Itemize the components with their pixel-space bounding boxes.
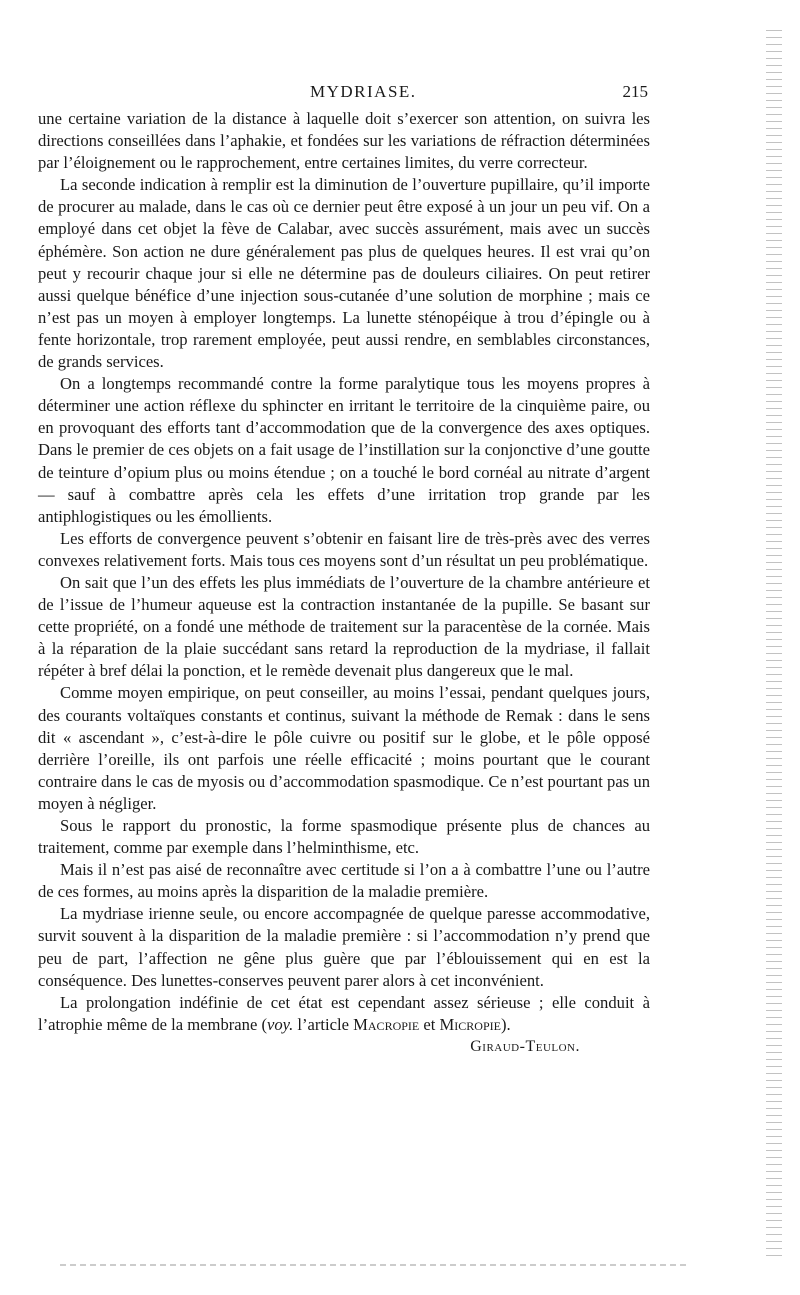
running-header (38, 82, 650, 108)
scan-edge-decoration (766, 30, 782, 1260)
paragraph: Les efforts de convergence peuvent s’obtenir en faisant lire de très-près avec des verres convexes relativement forts. Mais tous ces moyens sont d’un résultat un peu problématique. (38, 528, 650, 570)
paragraph-last (38, 992, 650, 1036)
paragraph: Sous le rapport du pronostic, la forme spasmodique présente plus de chances au traitement, comme par exemple dans l’helminthisme, etc. (38, 816, 650, 858)
paragraph: La mydriase irienne seule, ou encore accompagnée de quelque paresse accommodative, survit souvent à la disparition de la maladie première : si l’accommodation n’y prend que peu de part, l’affection ne gêne plus guère que par l’éblouissement qui en est la conséquence. Des lunettes-conserves peuvent parer alors à cet inconvénient. (38, 904, 650, 990)
paragraph: On sait que l’un des effets les plus immédiats de l’ouverture de la chambre antérieure et de l’issue de l’humeur aqueuse est la contraction instantanée de la pupille. Se basant sur cette propriété, on a fondé une méthode de traitement sur la paracentèse de la cornée. Mais à la réparation de la plaie succédant sans retard la reproduction de la mydriase, il fallait répéter à bref délai la ponction, et le remède devenait plus dangereux que le mal. (38, 572, 650, 681)
text-middle: l’article (293, 1014, 354, 1034)
reference-micropie: Micropie (439, 1014, 501, 1034)
paragraph: Comme moyen empirique, on peut conseiller, au moins l’essai, pendant quelques jours, des courants voltaïques constants et continus, suivant la méthode de Remak : dans le sens dit « ascendant », c’est-à-dire le pôle cuivre ou positif sur le globe, et le pôle opposé derrière l’oreille, ils ont parfois une réelle efficacité ; moins pourtant que le courant contraire dans le cas de myosis ou d’accommodation spasmodique. Ce n’est pourtant pas un moyen à négliger. (38, 683, 650, 813)
running-title: MYDRIASE. (310, 82, 417, 101)
text-and: et (419, 1014, 440, 1034)
page (38, 82, 650, 1058)
voy-abbrev: voy. (266, 1014, 294, 1034)
bottom-bleed-decoration (60, 1264, 690, 1266)
author-signature: Giraud-Teulon. (470, 1037, 580, 1055)
paragraph: Mais il n’est pas aisé de reconnaître avec certitude si l’on a à combattre l’une ou l’autre de ces formes, au moins après la disparition de la maladie première. (38, 860, 650, 902)
paragraph: La seconde indication à remplir est la diminution de l’ouverture pupillaire, qu’il importe de procurer au malade, dans le cas où ce dernier peut être exposé à un jour un peu vif. On a employé dans cet objet la fève de Calabar, avec succès assurément, mais avec un succès éphémère. Son action ne dure généralement pas plus de quelques heures. Il est vrai qu’on peut y recourir chaque jour si elle ne détermine pas de douleurs ciliaires. On peut retirer aussi quelque bénéfice d’une injection sous-cutanée d’une solution de morphine ; mais ce n’est pas un moyen à employer longtemps. La lunette sténopéique à trou d’épingle ou à fente horizontale, trop rarement employée, peut aussi rendre, en semblables circonstances, de grands services. (38, 175, 650, 372)
paragraph: On a longtemps recommandé contre la forme paralytique tous les moyens propres à déterminer une action réflexe du sphincter en irritant le territoire de la cinquième paire, ou en provoquant des efforts tant d’accommodation que de la convergence des axes optiques. Dans le premier de ces objets on a fait usage de l’instillation sur la conjonctive d’une goutte de teinture d’opium plus ou moins étendue ; on a touché le bord cornéal au nitrate d’argent — sauf à combattre après cela les effets d’une irritation trop grande par les antiphlogistiques ou les émollients. (38, 374, 650, 526)
paragraph: une certaine variation de la distance à laquelle doit s’exercer son attention, on suivra les directions conseillées dans l’aphakie, et fondées sur les variations de réfraction déterminées par l’éloignement ou le rapprochement, entre certaines limites, du verre correcteur. (38, 109, 650, 173)
text-before: La prolongation indéfinie de cet état est cependant assez sérieuse ; elle conduit à l’atrophie même de la membrane ( (38, 992, 650, 1034)
text-after: ). (500, 1014, 511, 1034)
reference-macropie: Macropie (353, 1014, 420, 1034)
page-number: 215 (622, 82, 648, 101)
body-text (38, 108, 650, 1036)
